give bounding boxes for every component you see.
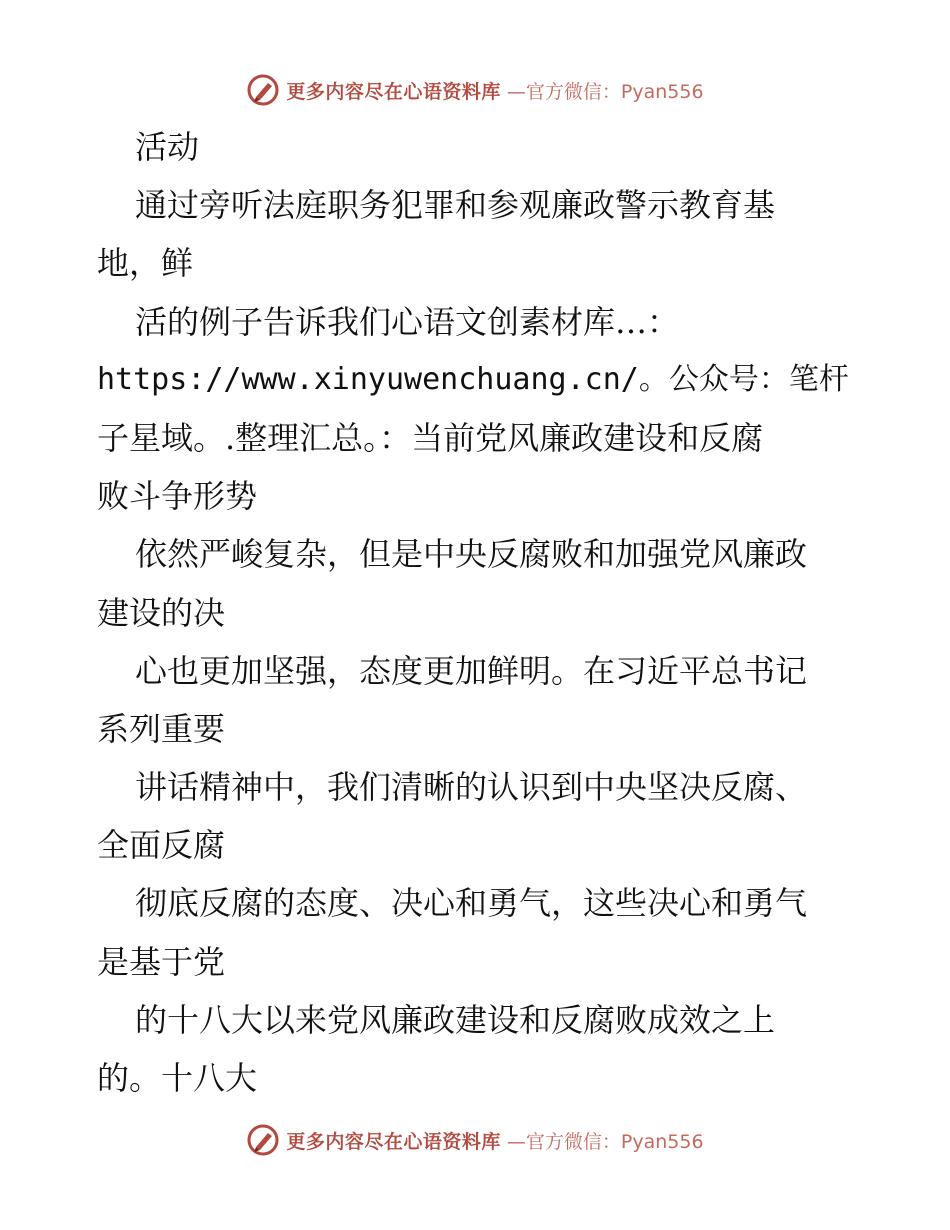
footer-banner xyxy=(0,1120,950,1160)
body-line: 彻底反腐的态度、决心和勇气，这些决心和勇气 xyxy=(135,884,808,923)
pen-logo-icon xyxy=(246,73,280,107)
footer-site-text: 更多内容尽在心语资料库 xyxy=(286,1130,501,1153)
body-line: 是基于党 xyxy=(97,942,226,981)
body-line: 活动 xyxy=(135,128,200,166)
body-line: 心也更加坚强，态度更加鲜明。在习近平总书记 xyxy=(135,651,808,690)
body-line: 的十八大以来党风廉政建设和反腐败成效之上 xyxy=(135,1000,776,1039)
header-site-text: 更多内容尽在心语资料库 xyxy=(286,80,501,103)
footer-wechat-text: —官方微信：Pyan556 xyxy=(506,1130,704,1153)
body-line: 活的例子告诉我们心语文创素材库…： xyxy=(135,302,680,341)
body-line: 地，鲜 xyxy=(97,244,194,283)
body-line: 通过旁听法庭职务犯罪和参观廉政警示教育基 xyxy=(135,186,776,225)
body-line: 系列重要 xyxy=(97,709,226,748)
body-line: 的。十八大 xyxy=(97,1059,258,1097)
header-banner xyxy=(0,70,950,110)
pen-logo-icon xyxy=(246,1123,280,1157)
body-line: 依然严峻复杂，但是中央反腐败和加强党风廉政 xyxy=(135,535,808,574)
body-line: 败斗争形势 xyxy=(97,477,258,516)
body-line: 子星域。.整理汇总。：当前党风廉政建设和反腐 xyxy=(97,418,764,457)
body-line: 建设的决 xyxy=(97,593,226,632)
body-line: 讲话精神中，我们清晰的认识到中央坚决反腐、 xyxy=(135,768,808,807)
body-line: 全面反腐 xyxy=(97,826,226,865)
header-wechat-text: —官方微信：Pyan556 xyxy=(506,80,704,103)
document-body xyxy=(97,118,857,1107)
body-line-url: https://www.xinyuwenchuang.cn/。公众号：笔杆 xyxy=(97,361,849,397)
